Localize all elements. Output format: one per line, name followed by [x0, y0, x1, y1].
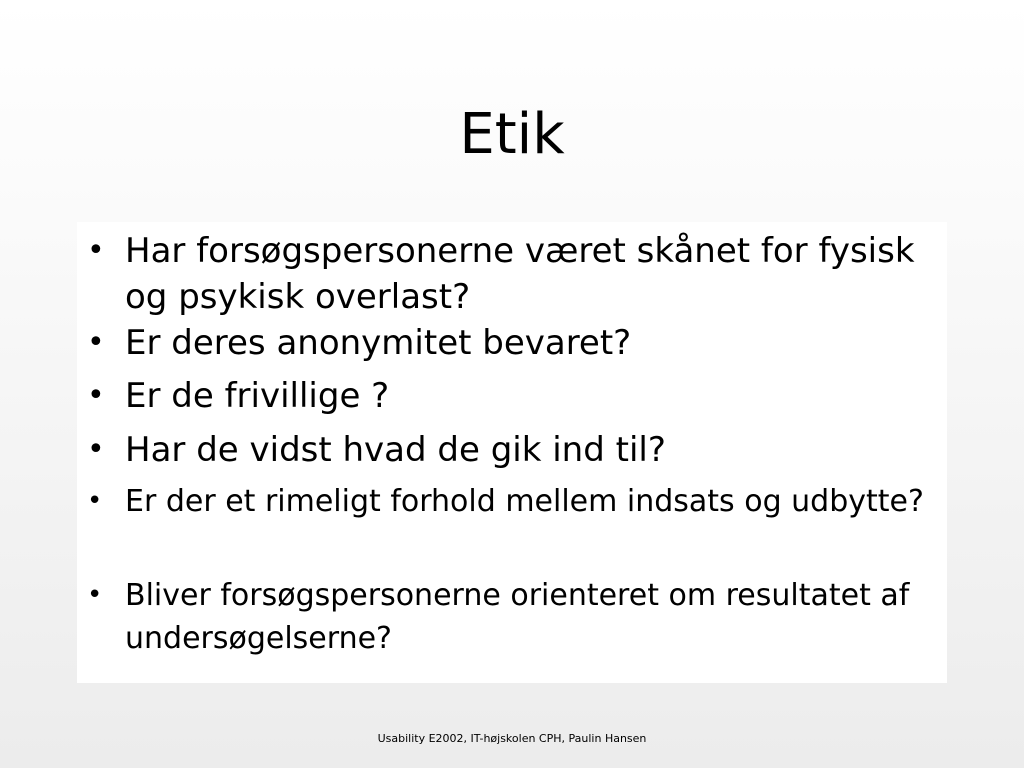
bullet-text: Er deres anonymitet bevaret?	[125, 323, 632, 363]
bullet-text: Har de vidst hvad de gik ind til?	[125, 430, 666, 470]
bullet-marker: •	[87, 325, 105, 360]
bullet-marker: •	[87, 432, 105, 467]
bullet-item	[77, 574, 947, 660]
bullet-content-box	[77, 222, 947, 683]
bullet-text: Er der et rimeligt forhold mellem indsats og udbytte?	[125, 484, 924, 519]
bullet-item	[77, 480, 947, 566]
bullet-marker: •	[87, 580, 103, 610]
bullet-marker: •	[87, 233, 105, 268]
bullet-marker: •	[87, 486, 103, 516]
bullet-item	[77, 427, 947, 473]
bullet-item	[77, 320, 947, 366]
bullet-text: Har forsøgspersonerne været skånet for fysisk og psykisk overlast?	[125, 231, 915, 317]
slide-title: Etik	[459, 102, 565, 167]
slide-footer: Usability E2002, IT-højskolen CPH, Paulin Hansen	[377, 732, 647, 745]
bullet-marker: •	[87, 378, 105, 413]
bullet-item	[77, 228, 947, 320]
bullet-text: Bliver forsøgspersonerne orienteret om resultatet af undersøgelserne?	[125, 578, 910, 656]
bullet-text: Er de frivillige ?	[125, 376, 390, 416]
bullet-item	[77, 373, 947, 419]
